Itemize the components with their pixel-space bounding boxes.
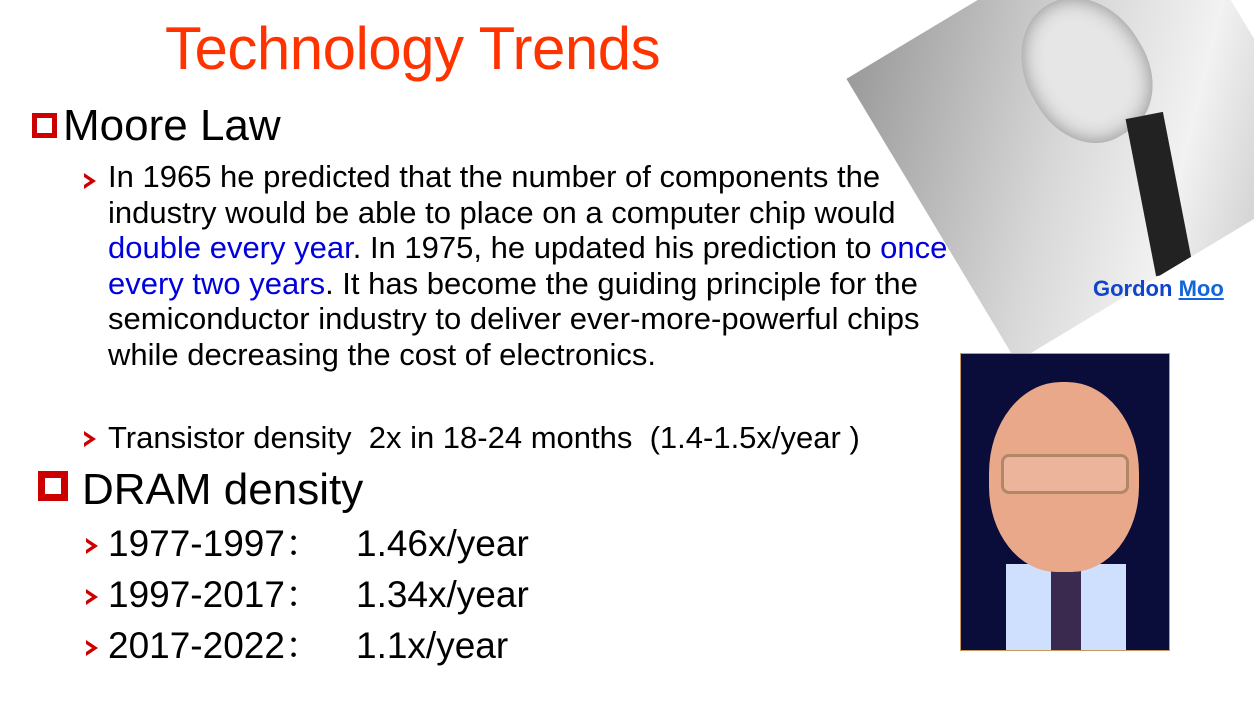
arrow-bullet-icon <box>86 640 98 656</box>
caption-link[interactable]: Moo <box>1178 276 1224 301</box>
highlight-double-every-year: double every year <box>108 230 353 265</box>
gordon-moore-photo-color <box>960 353 1170 651</box>
arrow-bullet-icon <box>84 431 96 447</box>
arrow-bullet-icon <box>86 589 98 605</box>
arrow-bullet-icon <box>84 173 96 189</box>
arrow-bullet-icon <box>86 538 98 554</box>
hollow-square-bullet-icon <box>38 471 68 501</box>
dram-item: 2017-2022： 1.1x/year <box>108 625 509 666</box>
dram-item: 1977-1997： 1.46x/year <box>108 523 529 564</box>
moore-law-heading: Moore Law <box>28 101 281 151</box>
hollow-square-bullet-icon <box>32 113 57 138</box>
slide-title: Technology Trends <box>165 15 661 82</box>
dram-item: 1997-2017： 1.34x/year <box>108 574 529 615</box>
highlight-once-every-two-years: once every two years <box>108 230 948 301</box>
moore-law-paragraph: In 1965 he predicted that the number of components the industry would be able to place on a computer chip would double every year. In 1975, he updated his prediction to once every two years. It has become the guiding principle for the semiconductor industry to deliver ever-more-powerful chips while decreasing the cost of electronics. <box>108 159 948 372</box>
dram-density-heading: DRAM density <box>36 465 363 515</box>
transistor-density-bullet: Transistor density 2x in 18-24 months (1.4-1.5x/year ) <box>108 420 860 455</box>
photo-caption: Gordon Moo <box>1093 276 1224 301</box>
